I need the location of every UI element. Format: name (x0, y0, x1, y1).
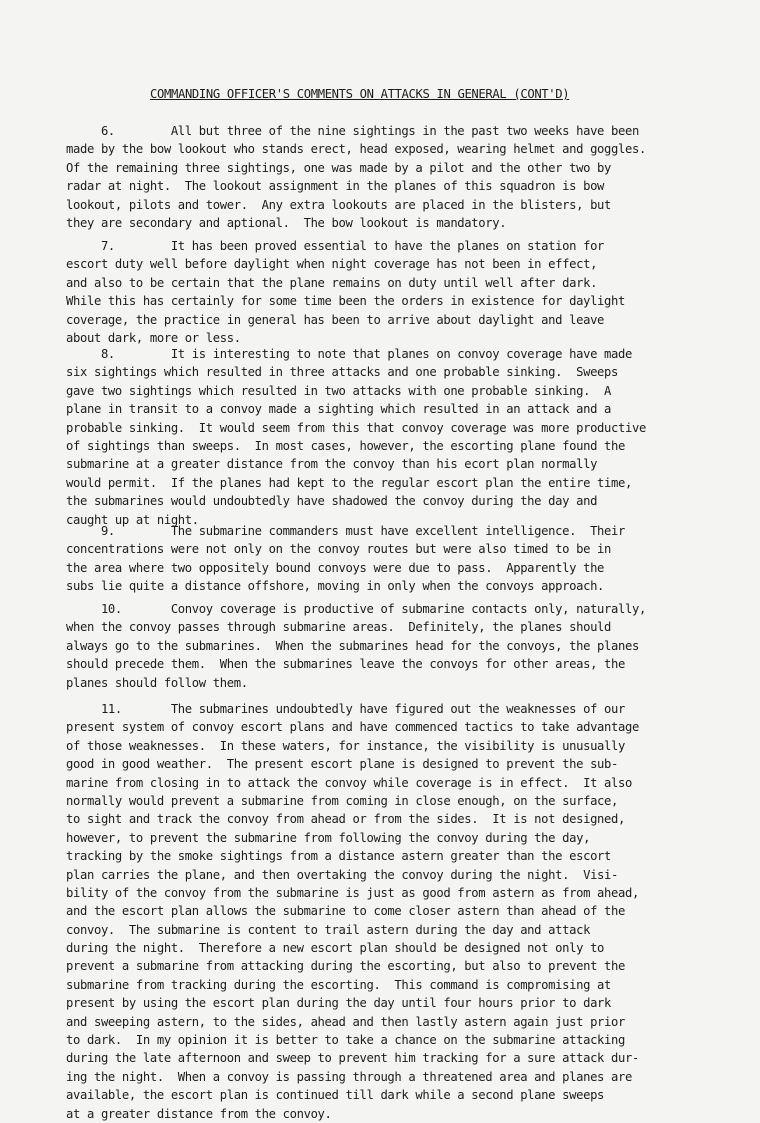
text-line: planes should follow them. (66, 675, 248, 690)
text-line: good in good weather. The present escort plane is designed to prevent the sub- (66, 757, 619, 772)
text-line: escort duty well before daylight when night coverage has not been in effect, (66, 257, 598, 272)
text-line: and sweeping astern, to the sides, ahead and then lastly astern again just prior (66, 1014, 626, 1029)
text-line: tracking by the smoke sightings from a distance astern greater than the escort (66, 849, 612, 864)
paragraph (66, 237, 728, 347)
text-line: 6. All but three of the nine sightings in the past two weeks have been (66, 124, 639, 138)
text-line: normally would prevent a submarine from coming in close enough, on the surface, (66, 793, 619, 808)
text-line: to sight and track the convoy from ahead or from the sides. It is not designed, (66, 812, 626, 827)
text-line: should precede them. When the submarines leave the convoys for other areas, the (66, 657, 626, 672)
text-line: marine from closing in to attack the convoy while coverage is in effect. It also (66, 775, 632, 790)
text-line: of those weaknesses. In these waters, for instance, the visibility is unusually (66, 738, 626, 753)
text-line: when the convoy passes through submarine areas. Definitely, the planes should (66, 620, 612, 635)
text-line: would permit. If the planes had kept to the regular escort plan the entire time, (66, 475, 632, 490)
text-line: six sightings which resulted in three attacks and one probable sinking. Sweeps (66, 365, 619, 380)
text-line: probable sinking. It would seem from this that convoy coverage was more productive (66, 420, 646, 435)
paragraph (66, 122, 728, 232)
text-line: 11. The submarines undoubtedly have figured out the weaknesses of our (66, 702, 626, 716)
text-line: prevent a submarine from attacking during the escorting, but also to prevent the (66, 959, 626, 974)
text-line: and also to be certain that the plane remains on duty until well after dark. (66, 275, 598, 290)
text-line: lookout, pilots and tower. Any extra lookouts are placed in the blisters, but (66, 197, 612, 212)
text-line: ing the night. When a convoy is passing through a threatened area and planes are (66, 1069, 632, 1084)
text-line: during the late afternoon and sweep to prevent him tracking for a sure attack dur- (66, 1051, 639, 1066)
text-line: caught up at night. (66, 512, 199, 527)
text-line: however, to prevent the submarine from following the convoy during the day, (66, 830, 591, 845)
text-line: Of the remaining three sightings, one was made by a pilot and the other two by (66, 160, 612, 175)
text-line: convoy. The submarine is content to trail astern during the day and attack (66, 922, 591, 937)
text-line: of sightings than sweeps. In most cases, however, the escorting plane found the (66, 438, 626, 453)
text-line: bility of the convoy from the submarine is just as good from astern as from ahead, (66, 885, 639, 900)
paragraph (66, 600, 728, 692)
text-line: present system of convoy escort plans and have commenced tactics to take advantage (66, 720, 639, 735)
text-line: plan carries the plane, and then overtaking the convoy during the night. Visi- (66, 867, 619, 882)
text-line: coverage, the practice in general has been to arrive about daylight and leave (66, 312, 605, 327)
text-line: 8. It is interesting to note that planes on convoy coverage have made (66, 347, 632, 361)
text-line: 7. It has been proved essential to have the planes on station for (66, 239, 605, 253)
text-line: subs lie quite a distance offshore, moving in only when the convoys approach. (66, 579, 605, 594)
text-line: about dark, more or less. (66, 330, 241, 345)
text-line: at a greater distance from the convoy. (66, 1106, 332, 1121)
text-line: submarine at a greater distance from the convoy than his ecort plan normally (66, 457, 598, 472)
text-line: While this has certainly for some time been the orders in existence for daylight (66, 294, 626, 309)
text-line: always go to the submarines. When the submarines head for the convoys, the planes (66, 638, 639, 653)
paragraph (66, 700, 728, 1123)
text-line: submarine from tracking during the escorting. This command is compromising at (66, 977, 612, 992)
text-line: available, the escort plan is continued till dark while a second plane sweeps (66, 1088, 605, 1103)
text-line: during the night. Therefore a new escort plan should be designed not only to (66, 941, 605, 956)
text-line: concentrations were not only on the convoy routes but were also timed to be in (66, 542, 612, 557)
page-title: COMMANDING OFFICER'S COMMENTS ON ATTACKS IN GENERAL (CONT'D) (150, 87, 570, 101)
text-line: plane in transit to a convoy made a sighting which resulted in an attack and a (66, 402, 612, 417)
paragraph (66, 522, 728, 596)
text-line: radar at night. The lookout assignment in the planes of this squadron is bow (66, 179, 605, 194)
paragraph (66, 345, 728, 529)
text-line: 9. The submarine commanders must have excellent intelligence. Their (66, 524, 626, 538)
text-line: present by using the escort plan during the day until four hours prior to dark (66, 996, 612, 1011)
text-line: the submarines would undoubtedly have shadowed the convoy during the day and (66, 494, 598, 509)
text-line: gave two sightings which resulted in two attacks with one probable sinking. A (66, 383, 612, 398)
text-line: they are secondary and aptional. The bow lookout is mandatory. (66, 215, 507, 230)
text-line: to dark. In my opinion it is better to take a chance on the submarine attacking (66, 1033, 626, 1048)
text-line: 10. Convoy coverage is productive of submarine contacts only, naturally, (66, 602, 646, 616)
text-line: made by the bow lookout who stands erect, head exposed, wearing helmet and goggles. (66, 142, 646, 157)
text-line: the area where two oppositely bound convoys were due to pass. Apparently the (66, 560, 605, 575)
text-line: and the escort plan allows the submarine to come closer astern than ahead of the (66, 904, 626, 919)
